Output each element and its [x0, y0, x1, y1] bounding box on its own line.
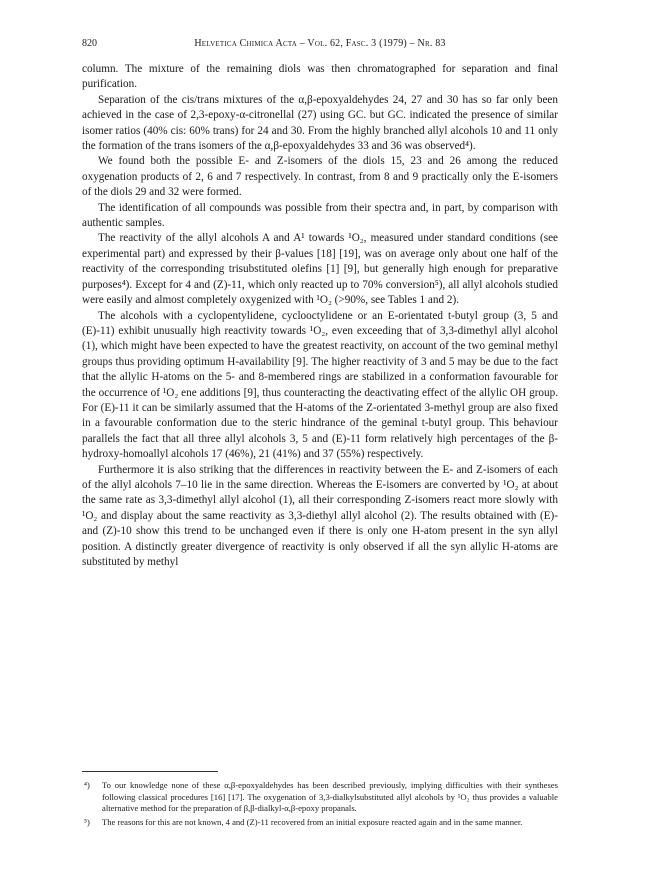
paragraph: We found both the possible E- and Z-isomers of the diols 15, 23 and 26 among the reduced oxygenation products of 2, 6 and 7 respectively. In contrast, from 8 and 9 practically only the E-isomers of the diols 29 and 32 were formed.: [82, 155, 558, 199]
paragraph: The alcohols with a cyclopentylidene, cyclooctylidene or an E-orientated t-butyl group (3, 5 and (E)-11) exhibit unusually high reactivity towards ¹O₂, even exceeding that of 3,3-dimethyl allyl alcohol (1), which might have been expected to have the greatest reactivity, on account of the two geminal methyl groups thus providing optimum H-availability [9]. The higher reactivity of 3 and 5 may be due to the fact that the allylic H-atoms on the 5- and 8-membered rings are stabilized in a conformation favourable for the occurrence of ¹O₂ ene additions [9], thus counteracting the deactivating effect of the allylic OH group. For (E)-11 it can be similarly assumed that the H-atoms of the Z-orientated 3-methyl group are also fixed in a favourable conformation due to the steric hindrance of the geminal t-butyl group. This behaviour parallels the fact that all three allyl alcohols 3, 5 and (E)-11 form relatively high percentages of the β-hydroxy-homoallyl alcohols 17 (46%), 21 (41%) and 37 (55%) respectively.: [82, 309, 558, 461]
paragraph: column. The mixture of the remaining diols was then chromatographed for separation and final purification.: [82, 63, 558, 91]
footnote-text: The reasons for this are not known, 4 and (Z)-11 recovered from an initial exposure reacted again and in the same manner.: [102, 816, 523, 827]
running-head: Helvetica Chimica Acta – Vol. 62, Fasc. 3 (1979) – Nr. 83: [194, 38, 446, 49]
page-header: [82, 38, 558, 54]
footnote: [82, 780, 558, 815]
paragraph: The reactivity of the allyl alcohols A and A¹ towards ¹O₂, measured under standard conditions (see experimental part) and expressed by their β-values [18] [19], was on average only about one half of the reactivity of the corresponding trisubstituted olefins [1] [9], but generally high enough for preparative purposes⁴). Except for 4 and (Z)-11, which only reacted up to 70% conversion⁵), all allyl alcohols studied were easily and almost completely oxygenized with ¹O₂ (>90%, see Tables 1 and 2).: [82, 232, 558, 307]
footnote: [82, 817, 558, 829]
paragraph: Separation of the cis/trans mixtures of the α,β-epoxyaldehydes 24, 27 and 30 has so far only been achieved in the case of 2,3-epoxy-α-citronellal (27) using GC. but GC. indicated the presence of similar isomer ratios (40% cis: 60% trans) for 24 and 30. From the highly branched allyl alcohols 10 and 11 only the formation of the trans isomers of the α,β-epoxyaldehydes 33 and 36 was observed⁴).: [82, 93, 558, 153]
paragraph: The identification of all compounds was possible from their spectra and, in part, by comparison with authentic samples.: [82, 201, 558, 230]
body-text: [82, 62, 558, 570]
footnote-text: To our knowledge none of these α,β-epoxyaldehydes has been described previously, implying difficulties with their syntheses following classical procedures [16] [17]. The oxygenation of 3,3-dialkylsubstituted allyl alcohols by ¹O₂ thus provides a valuable alternative method for the preparation of β,β-dialkyl-α,β-epoxy propanals.: [102, 780, 558, 813]
footnote-mark: ⁵): [84, 816, 90, 827]
page-number: 820: [82, 38, 97, 49]
footnotes: [82, 780, 558, 830]
paragraph: Furthermore it is also striking that the differences in reactivity between the E- and Z-isomers of each of the allyl alcohols 7–10 lie in the same direction. Whereas the E-isomers are converted by ¹O₂ at about the same rate as 3,3-dimethyl allyl alcohol (1), all their corresponding Z-isomers react more slowly with ¹O₂ and display about the same reactivity as 3,3-diethyl allyl alcohol (2). The results obtained with (E)- and (Z)-10 show this trend to be unchanged even if there is only one H-atom present in the syn allyl position. A distinctly greater divergence of reactivity is only observed if all the syn allylic H-atoms are substituted by methyl: [82, 463, 558, 568]
footnote-rule: [82, 771, 218, 772]
footnote-mark: ⁴): [84, 780, 90, 790]
